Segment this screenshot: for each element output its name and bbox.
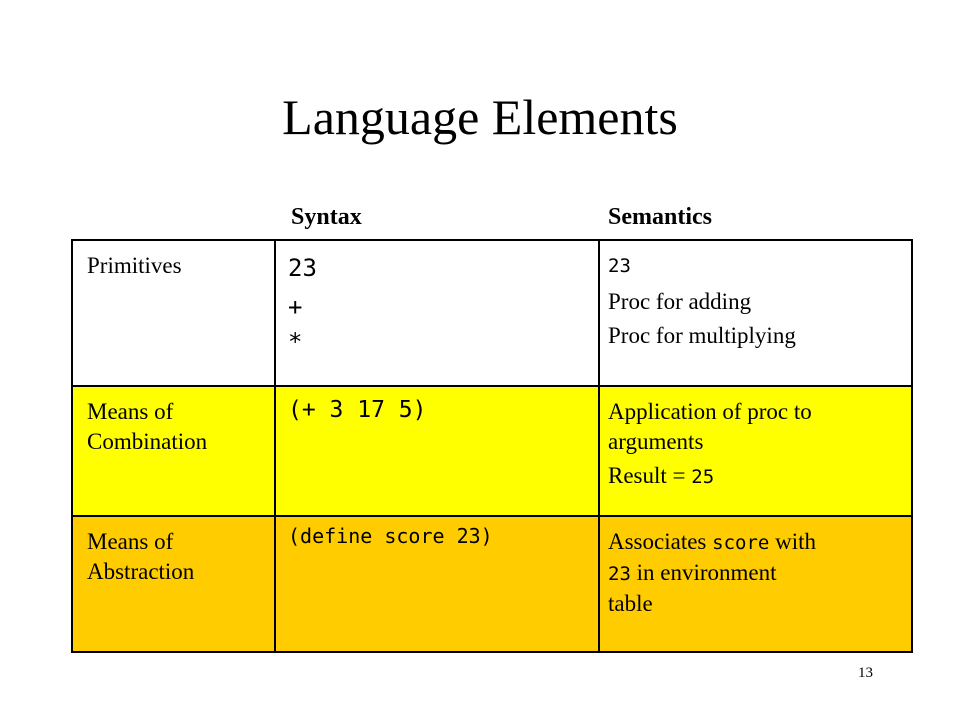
abstraction-semantics-line2 — [608, 558, 903, 589]
primitives-label-cell — [72, 240, 275, 386]
table-row-combination — [72, 386, 912, 516]
combination-syntax-cell — [275, 386, 599, 516]
syntax-column-header: Syntax — [291, 204, 362, 230]
primitive-plus-syntax: + — [288, 293, 303, 321]
combination-syntax-expression: (+ 3 17 5) — [288, 397, 427, 423]
table-row-primitives — [72, 240, 912, 386]
slide-title: Language Elements — [282, 89, 678, 145]
page-number: 13 — [858, 665, 873, 681]
abstraction-semantics-cell — [599, 516, 912, 652]
abstraction-semantics-line1 — [608, 527, 903, 558]
semantics-column-header: Semantics — [608, 204, 712, 230]
value-23-code: 23 — [608, 563, 631, 585]
primitive-times-syntax: * — [288, 328, 303, 356]
in-environment-text: in environment — [630, 560, 777, 585]
abstraction-syntax-expression: (define score 23) — [288, 524, 493, 548]
combination-label-line1: Means of — [87, 399, 174, 424]
with-text: with — [769, 529, 816, 554]
abstraction-syntax-cell — [275, 516, 599, 652]
score-code: score — [712, 532, 770, 554]
primitive-times-semantics: Proc for multiplying — [608, 323, 796, 348]
combination-semantics-cell — [599, 386, 912, 516]
combination-semantics-line1: Application of proc to — [608, 399, 812, 424]
abstraction-semantics-line3: table — [608, 591, 653, 616]
combination-result — [608, 461, 903, 492]
abstraction-label-line2: Abstraction — [87, 559, 195, 584]
language-elements-table — [71, 239, 913, 653]
result-value: 25 — [691, 466, 715, 488]
primitive-23-semantics: 23 — [608, 255, 631, 277]
primitives-syntax-cell — [275, 240, 599, 386]
primitive-23-syntax: 23 — [288, 254, 317, 282]
combination-semantics-line2: arguments — [608, 429, 704, 454]
primitives-semantics-cell — [599, 240, 912, 386]
combination-label-line2: Combination — [87, 429, 208, 454]
abstraction-label-cell — [72, 516, 275, 652]
associates-text: Associates — [608, 529, 713, 554]
table-row-abstraction — [72, 516, 912, 652]
primitive-plus-semantics: Proc for adding — [608, 289, 752, 314]
result-label: Result = — [608, 463, 692, 488]
abstraction-label-line1: Means of — [87, 529, 174, 554]
primitives-label: Primitives — [87, 253, 182, 278]
combination-label-cell — [72, 386, 275, 516]
